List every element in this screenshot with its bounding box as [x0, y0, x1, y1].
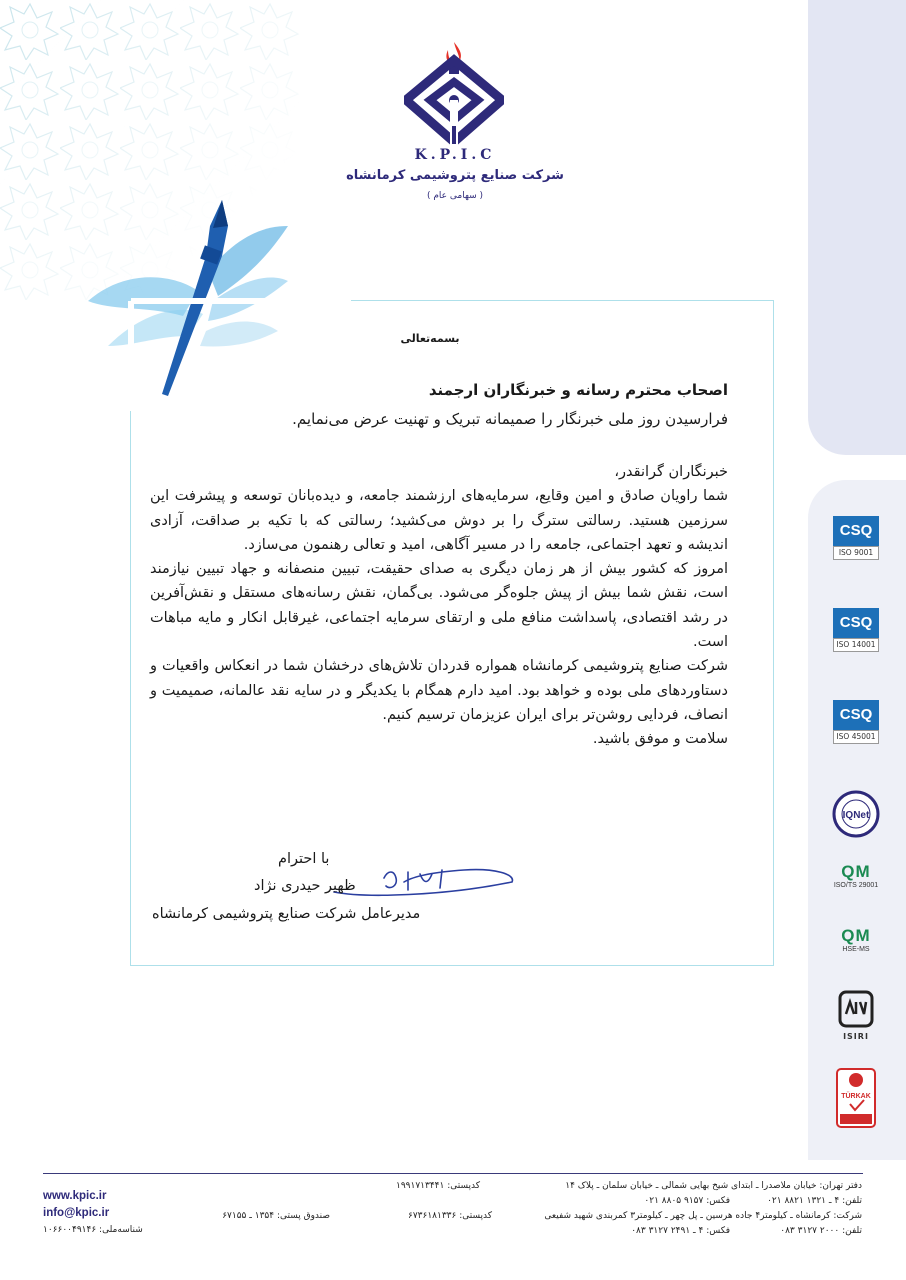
cert-label: ISIRI — [843, 1032, 869, 1041]
cert-iso-ts-29001 — [832, 862, 880, 889]
cert-label: HSE-MS — [842, 946, 870, 953]
cert-label: ISO 14001 — [833, 638, 879, 652]
cert-iso-45001 — [832, 700, 880, 744]
tehran-phone: تلفن: ۴ ـ ۱۳۲۱ ۸۸۲۱ ۰۲۱ — [767, 1196, 862, 1206]
cert-label: ISO/TS 29001 — [833, 882, 879, 889]
intro-sentence: فرارسیدن روز ملی خبرنگار را صمیمانه تبریک و تهنیت عرض می‌نمایم. — [292, 410, 728, 428]
signer-name: ظهیر حیدری نژاد — [254, 878, 356, 894]
cert-label: ISO 9001 — [833, 546, 879, 560]
kermanshah-postal-code: کدپستی: ۶۷۳۶۱۸۱۳۳۶ — [408, 1211, 492, 1221]
kermanshah-po-box: صندوق پستی: ۱۳۵۴ ـ ۶۷۱۵۵ — [222, 1211, 330, 1221]
regards: با احترام — [278, 851, 330, 867]
cert-iqnet — [832, 790, 880, 842]
kermanshah-phone: تلفن: ۲۰۰۰ ۳۱۲۷ ۰۸۳ — [780, 1226, 862, 1236]
cert-hse-ms — [832, 926, 880, 953]
closing-line: سلامت و موفق باشید. — [592, 731, 728, 748]
bismillah: بسمه‌تعالی — [400, 332, 460, 345]
footer-divider — [43, 1173, 863, 1174]
email-link[interactable]: info@kpic.ir — [43, 1207, 110, 1219]
website-link[interactable]: www.kpic.ir — [43, 1190, 107, 1202]
csq-logo: CSQ — [833, 516, 879, 546]
paragraph-3: شرکت صنایع پتروشیمی کرمانشاه همواره قدردان تلاش‌های درخشان شما در انعکاس واقعیات و دستاوردهای ملی بوده و خواهد بود. امید دارم همگام با یکدیگر و در سایه نقد عالمانه، صمیمیت و انصاف، فردایی روشن‌تر برای ایران عزیزمان ترسیم کنیم. — [150, 658, 728, 723]
salutation: اصحاب محترم رسانه و خبرنگاران ارجمند — [428, 381, 728, 399]
signer-title: مدیرعامل شرکت صنایع پتروشیمی کرمانشاه — [152, 906, 421, 922]
paragraph-2: امروز که کشور بیش از هر زمان دیگری به صدای حقیقت، تبیین منصفانه و جهاد تبیین نیازمند است، نقش شما بیش از پیش جلوه‌گر می‌شود. بی‌گمان، نقش رسانه‌های مستقل و نقش‌آفرین در رشد اقتصادی، پاسداشت منافع ملی و ارتقای سرمایه اجتماعی، غیرقابل انکار و مایه مباهات است. — [150, 561, 728, 651]
company-logo — [390, 40, 518, 145]
isiri-mark-icon — [836, 990, 876, 1028]
iqnet-text: IQNet — [842, 810, 870, 821]
csq-logo: CSQ — [833, 700, 879, 730]
tehran-fax: فکس: ۹۱۵۷ ۸۸۰۵ ۰۲۱ — [644, 1196, 730, 1206]
company-name: شرکت صنایع پتروشیمی کرمانشاه — [346, 168, 564, 183]
side-panel-top — [808, 0, 906, 455]
kpic-abbreviation: K.P.I.C — [414, 147, 496, 163]
cert-isiri — [832, 990, 880, 1041]
iqnet-seal-icon — [832, 790, 880, 838]
turkak-seal-icon — [836, 1068, 876, 1128]
tehran-office-address: دفتر تهران: خیابان ملاصدرا ـ ابتدای شیخ بهایی شمالی ـ خیابان سلمان ـ پلاک ۱۴ — [565, 1181, 862, 1191]
csq-logo: CSQ — [833, 608, 879, 638]
national-id: شناسه‌ملی: ۱۰۶۶۰۰۴۹۱۴۶ — [43, 1225, 143, 1235]
turkak-text: TÜRKAK — [841, 1093, 871, 1100]
cert-iso-14001 — [832, 608, 880, 652]
address-line: خبرنگاران گرانقدر، — [614, 464, 728, 480]
qm-logo: QM — [841, 926, 871, 945]
letter-body — [150, 460, 728, 752]
cert-iso-9001 — [832, 516, 880, 560]
cert-label: ISO 45001 — [833, 730, 879, 744]
qm-logo: QM — [841, 862, 871, 881]
kermanshah-address: شرکت: کرمانشاه ـ کیلومتر۴ جاده هرسین ـ پل چهر ـ کیلومتر۳ کمربندی شهید شفیعی — [544, 1211, 862, 1221]
cert-turkak — [832, 1068, 880, 1132]
tehran-postal-code: کدپستی: ۱۹۹۱۷۱۳۴۴۱ — [396, 1181, 480, 1191]
kermanshah-fax: فکس: ۴ ـ ۲۴۹۱ ۳۱۲۷ ۰۸۳ — [631, 1226, 730, 1236]
paragraph-1: شما راویان صادق و امین وقایع، سرمایه‌های ارزشمند جامعه، و دیده‌بانان توسعه و پیشرفت این سرزمین هستید. رسالتی سترگ را بر دوش می‌کشید؛ رسالتی که با تکیه بر صداقت، آزادی اندیشه و تعهد اجتماعی، جامعه را در مسیر آگاهی، امید و تعالی رهنمون می‌سازد. — [150, 488, 728, 553]
company-type: ( سهامی عام ) — [426, 191, 484, 201]
